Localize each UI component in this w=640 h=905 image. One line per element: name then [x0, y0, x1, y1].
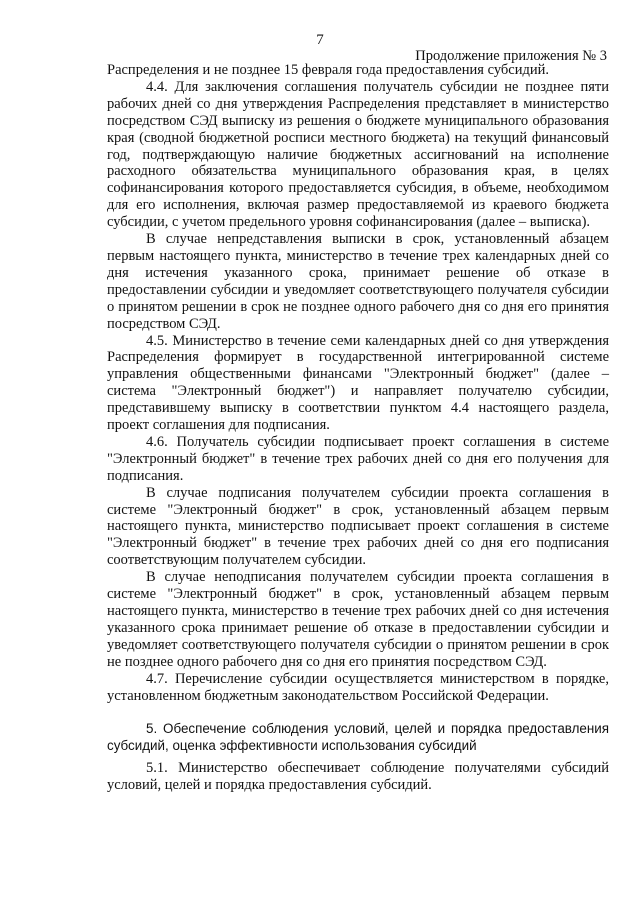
- document-body: [107, 62, 609, 794]
- paragraph-5-1: 5.1. Министерство обеспечивает соблюдение получателями субсидий условий, целей и порядка предоставления субсидий.: [107, 760, 609, 794]
- paragraph-continuation: Распределения и не позднее 15 февраля года предоставления субсидий.: [107, 62, 549, 78]
- paragraph-4-6-signing: В случае подписания получателем субсидии проекта соглашения в системе "Электронный бюджет" в срок, установленный абзацем первым настоящего пункта, министерство подписывает проект соглашения в системе "Электронный бюджет" в течение трех рабочих дней со дня его подписания соответствующим получателем субсидии.: [107, 484, 609, 569]
- section-5-heading: 5. Обеспечение соблюдения условий, целей и порядка предоставления субсидий, оценка эффективности использования субсидий: [107, 721, 609, 753]
- appendix-continuation-note: Продолжение приложения № 3: [415, 48, 607, 64]
- paragraph-4-5: 4.5. Министерство в течение семи календарных дней со дня утверждения Распределения формирует в государственной интегрированной системе управления общественными финансами "Электронный бюджет" (далее – система "Электронный бюджет") и направляет получателю субсидии, представившему выписку в соответствии пунктом 4.4 настоящего раздела, проект соглашения для подписания.: [107, 332, 609, 434]
- paragraph-4-6-non-signing: В случае неподписания получателем субсидии проекта соглашения в системе "Электронный бюджет" в срок, установленный абзацем первым настоящего пункта, министерство в течение трех рабочих дней со дня истечения указанного срока принимает решение об отказе в предоставлении субсидии и уведомляет соответствующего получателя субсидии о принятом решении в срок не позднее одного рабочего дня со дня его принятия посредством СЭД.: [107, 569, 609, 670]
- page-number: 7: [316, 32, 324, 48]
- paragraph-4-6: 4.6. Получатель субсидии подписывает проект соглашения в системе "Электронный бюджет" в течение трех рабочих дней со дня его получения для подписания.: [107, 433, 609, 484]
- paragraph-4-4-non-submission: В случае непредставления выписки в срок, установленный абзацем первым настоящего пункта, министерство в течение трех календарных дней со дня истечения указанного срока, принимает решение об отказе в предоставлении субсидии и уведомляет соответствующего получателя субсидии о принятом решении в срок не позднее одного рабочего дня со дня его принятия посредством СЭД.: [107, 231, 609, 332]
- paragraph-4-7: 4.7. Перечисление субсидии осуществляется министерством в порядке, установленном бюджетным законодательством Российской Федерации.: [107, 670, 609, 704]
- paragraph-4-4: 4.4. Для заключения соглашения получатель субсидии не позднее пяти рабочих дней со дня утверждения Распределения представляет в министерство посредством СЭД выписку из решения о бюджете муниципального образования края (сводной бюджетной росписи местного бюджета) на текущий финансовый год, подтверждающую наличие бюджетных ассигнований на исполнение расходного обязательства муниципального образования края, в целях софинансирования которого предоставляется субсидия, в объеме, необходимом для его исполнения, включая размер предоставляемой из краевого бюджета субсидии, с учетом предельного уровня софинансирования (далее – выписка).: [107, 78, 609, 231]
